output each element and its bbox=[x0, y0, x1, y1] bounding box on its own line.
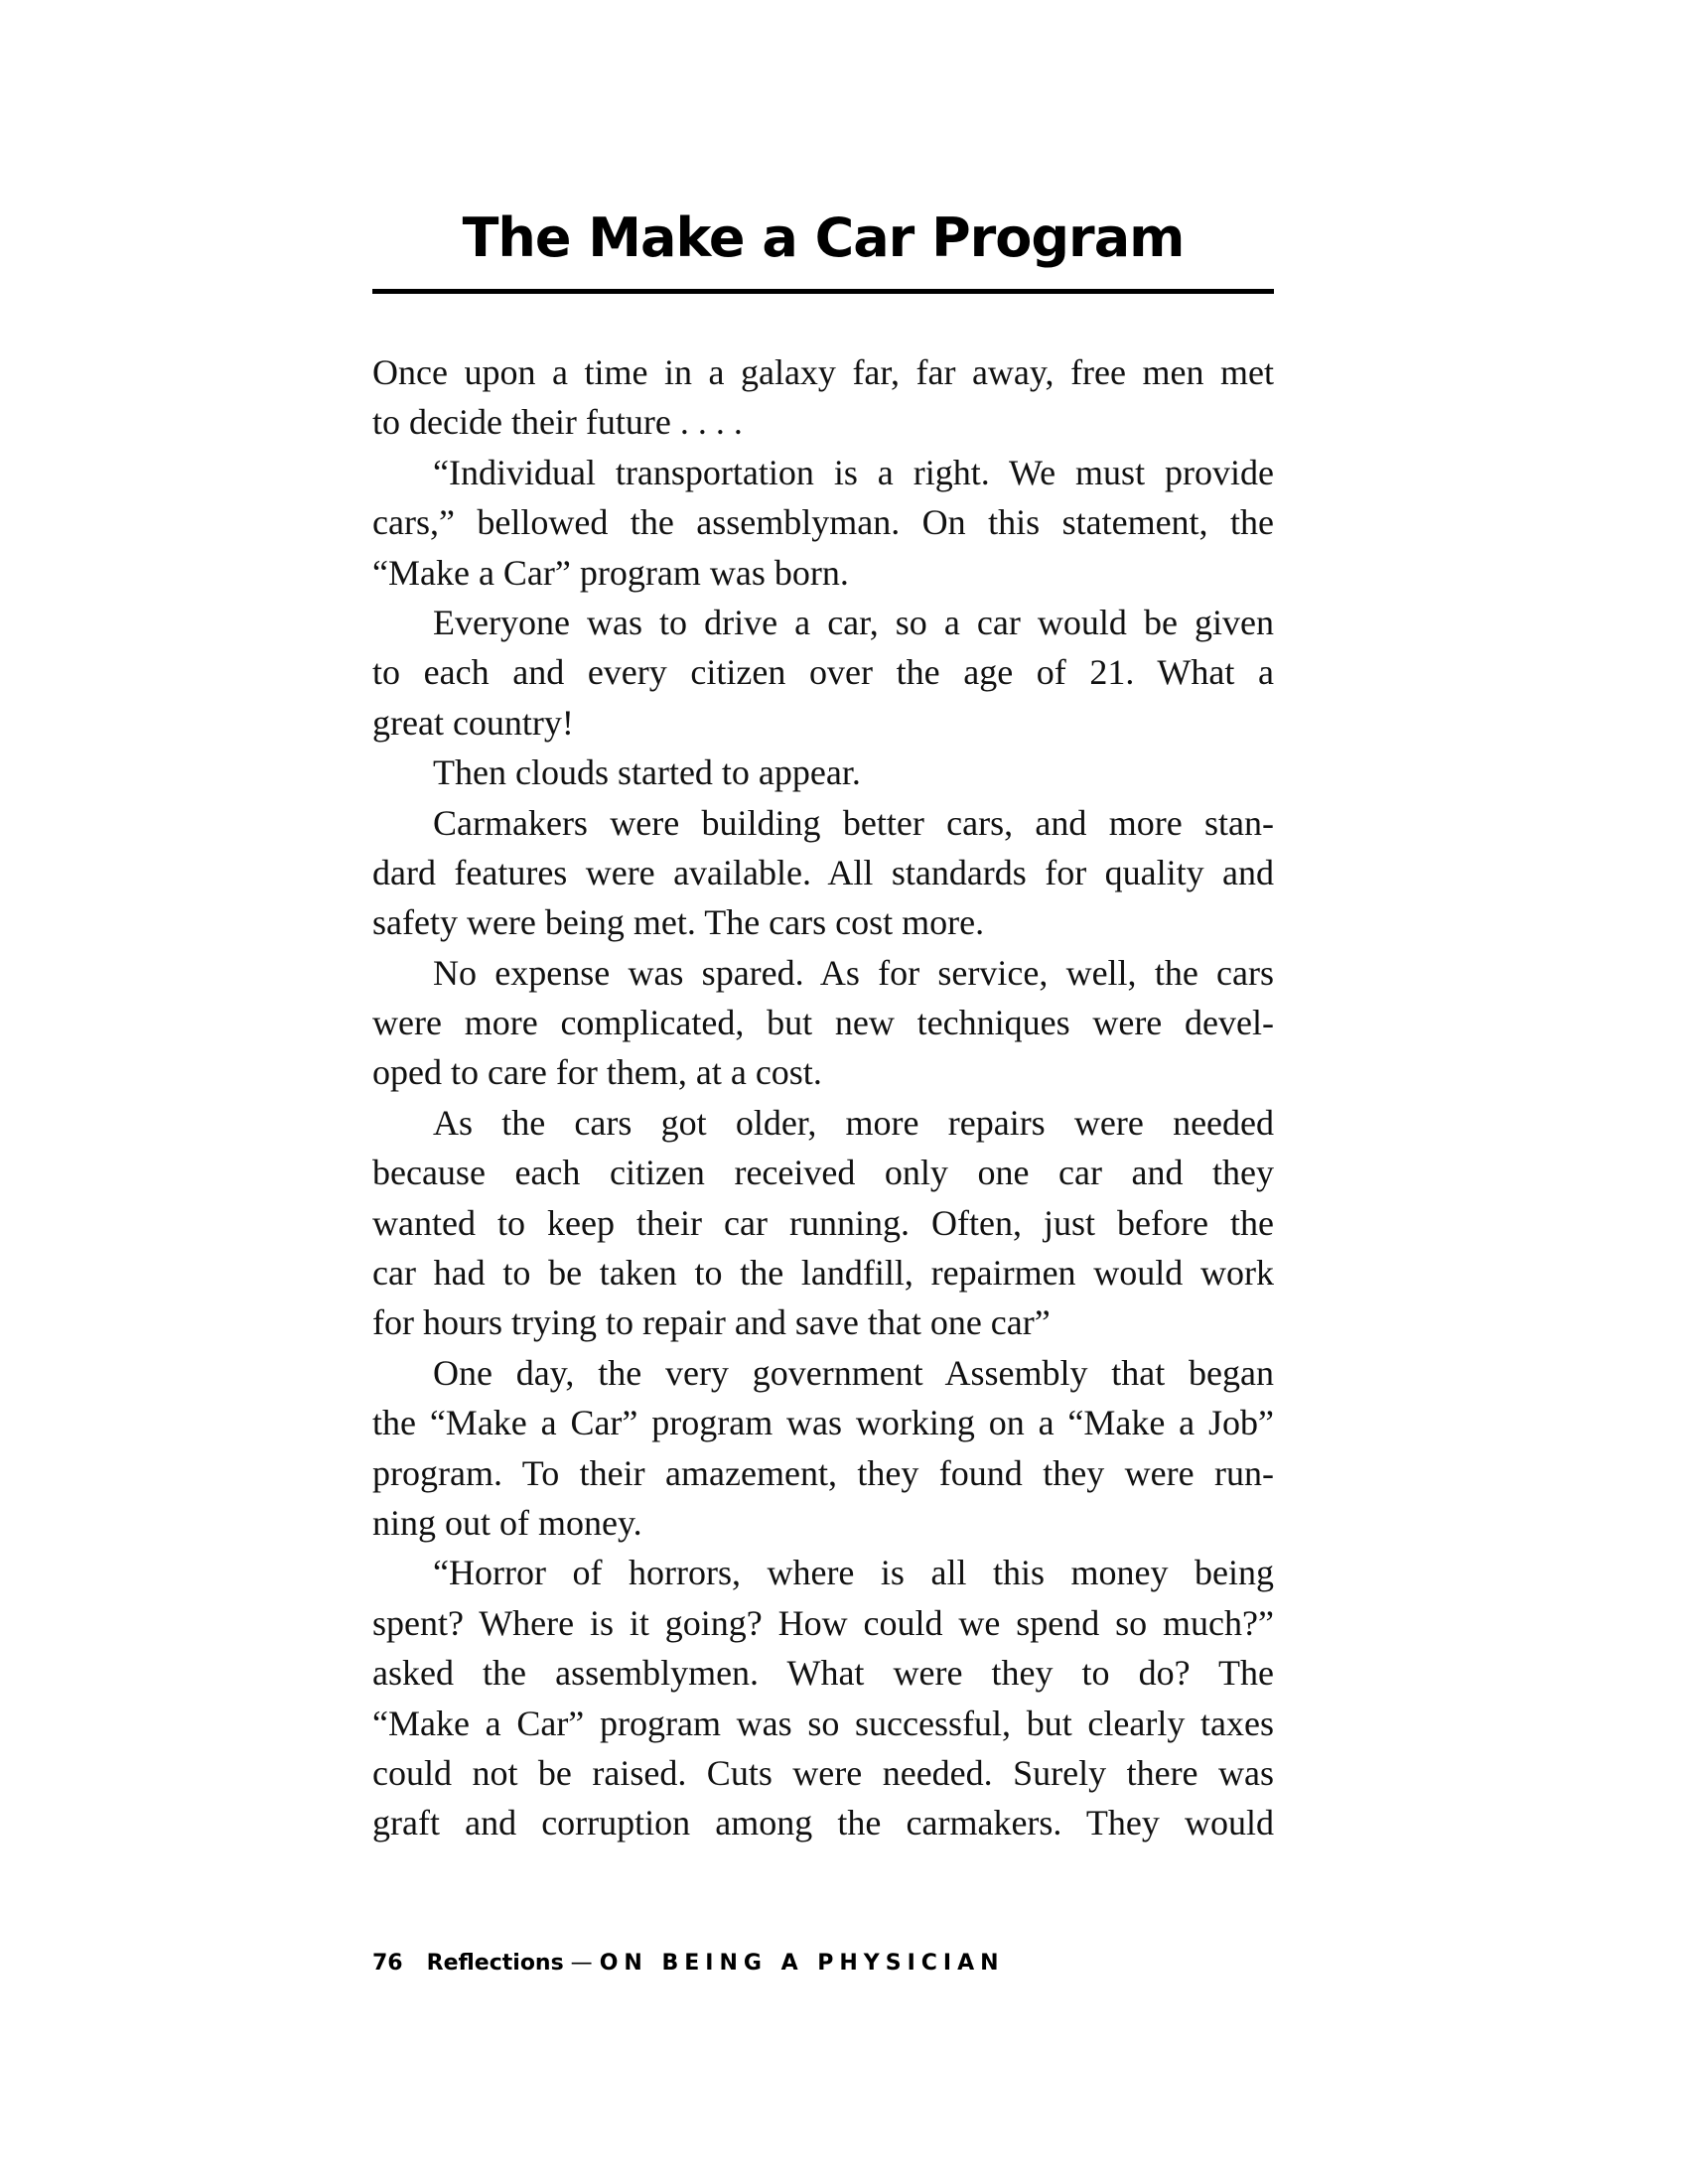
text-line: “Individual transportation is a right. We must provide bbox=[433, 452, 1274, 492]
text-line: wanted to keep their car running. Often, just before the bbox=[372, 1202, 1274, 1243]
text-line: “Horror of horrors, where is all this money being bbox=[433, 1553, 1274, 1593]
text-line: No expense was spared. As for service, well, the cars bbox=[433, 952, 1274, 993]
text-line: were more complicated, but new techniques were devel- bbox=[372, 1003, 1274, 1043]
text-line: car had to be taken to the landfill, repairmen would work bbox=[372, 1253, 1274, 1294]
book-subtitle: ON BEING A PHYSICIAN bbox=[599, 1951, 1005, 1976]
text-line: because each citizen received only one car and they bbox=[372, 1153, 1274, 1193]
footer-separator: — bbox=[563, 1951, 600, 1976]
text-line: spent? Where is it going? How could we spend so much?” bbox=[372, 1602, 1274, 1643]
text-line: One day, the very government Assembly that began bbox=[433, 1352, 1274, 1393]
text-line: graft and corruption among the carmakers. They would bbox=[372, 1803, 1274, 1843]
text-line: dard features were available. All standards for quality and bbox=[372, 852, 1274, 892]
text-line: could not be raised. Cuts were needed. Surely there was bbox=[372, 1752, 1274, 1793]
text-line: asked the assemblymen. What were they to do? The bbox=[372, 1653, 1274, 1694]
text-line: the “Make a Car” program was working on a “Make a Job” bbox=[372, 1403, 1274, 1443]
page-number: 76 bbox=[372, 1951, 403, 1976]
title-rule bbox=[372, 289, 1274, 294]
text-line: As the cars got older, more repairs were needed bbox=[433, 1102, 1274, 1143]
text-line: Carmakers were building better cars, and more stan- bbox=[433, 802, 1274, 843]
text-line: cars,” bellowed the assemblyman. On this statement, the bbox=[372, 502, 1274, 543]
body-text bbox=[372, 347, 1274, 1848]
running-footer bbox=[372, 1951, 1005, 1976]
text-line: for hours trying to repair and save that one car” bbox=[372, 1302, 1051, 1343]
text-line: Once upon a time in a galaxy far, far away, free men met bbox=[372, 352, 1274, 392]
text-line: ning out of money. bbox=[372, 1502, 642, 1543]
text-line: oped to care for them, at a cost. bbox=[372, 1052, 822, 1093]
text-line: safety were being met. The cars cost more. bbox=[372, 902, 985, 943]
chapter-title: The Make a Car Program bbox=[462, 206, 1185, 269]
text-line: Everyone was to drive a car, so a car would be given bbox=[433, 602, 1274, 642]
text-line: Then clouds started to appear. bbox=[433, 752, 861, 793]
text-line: “Make a Car” program was born. bbox=[372, 552, 849, 593]
text-line: to decide their future . . . . bbox=[372, 402, 743, 443]
text-line: program. To their amazement, they found they were run- bbox=[372, 1452, 1274, 1493]
text-line: “Make a Car” program was so successful, but clearly taxes bbox=[372, 1703, 1274, 1743]
text-line: to each and every citizen over the age of 21. What a bbox=[372, 652, 1274, 693]
book-title: Reflections bbox=[426, 1951, 564, 1976]
text-line: great country! bbox=[372, 702, 574, 743]
